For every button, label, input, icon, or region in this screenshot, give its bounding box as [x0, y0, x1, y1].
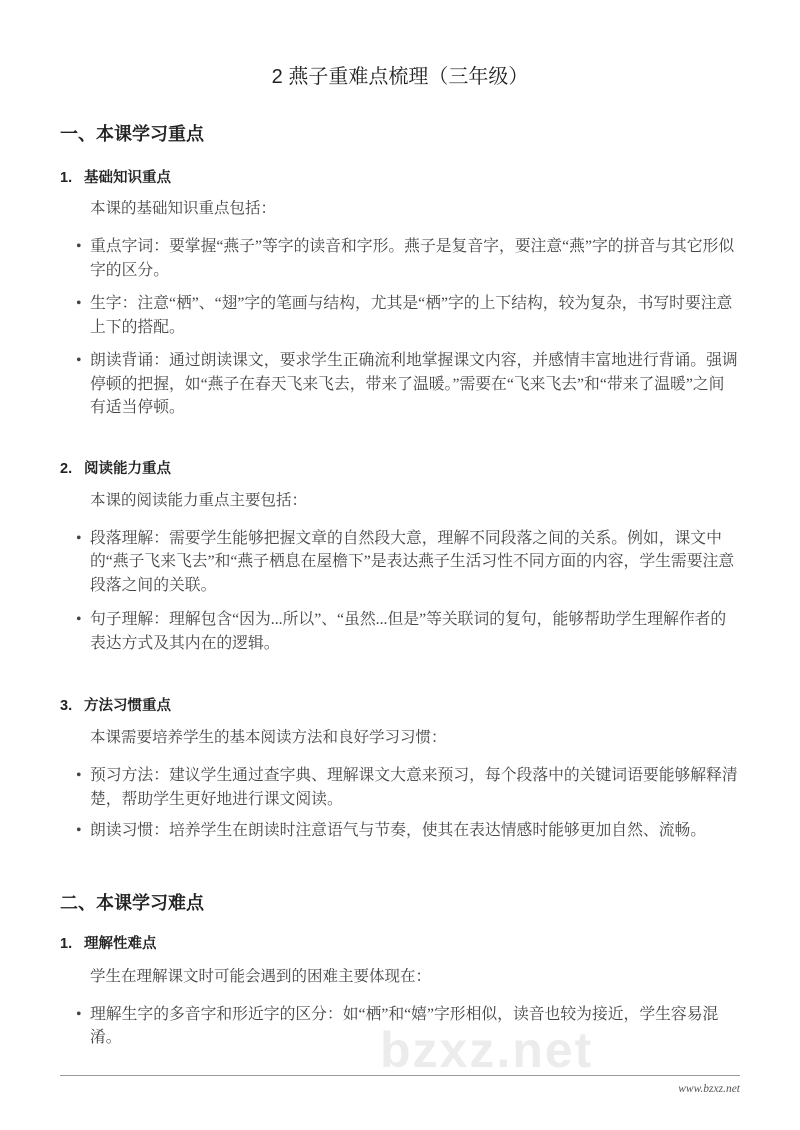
- subsection-heading-basic-knowledge: [60, 168, 800, 188]
- list-item: [76, 527, 738, 598]
- subsection-number: 1.: [60, 170, 73, 186]
- bullet-icon: •: [76, 767, 82, 784]
- document-title: 2 燕子重难点梳理（三年级）: [271, 66, 529, 88]
- footer-url: www.bzxz.net: [678, 1083, 740, 1095]
- bullet-icon: •: [76, 822, 82, 839]
- intro-text: 学生在理解课文时可能会遇到的困难主要体现在：: [90, 967, 432, 985]
- watermark: bzxz.net: [380, 1022, 594, 1078]
- list-item-text: 句子理解：理解包含“因为...所以”、“虽然...但是”等关联词的复句，能够帮助学生理解作者的表达方式及其内在的逻辑。: [90, 611, 727, 652]
- subsection-number: 2.: [60, 460, 73, 477]
- list-item-text: 预习方法：建议学生通过查字典、理解课文大意来预习，每个段落中的关键词语要能够解释清楚，帮助学生更好地进行课文阅读。: [90, 767, 738, 808]
- intro-text: 本课的基础知识重点包括：: [90, 200, 277, 217]
- list-item-text: 生字：注意“栖”、“翅”字的笔画与结构，尤其是“栖”字的上下结构，较为复杂，书写时要注意上下的搭配。: [90, 295, 733, 336]
- subsection-heading-reading-ability: [60, 459, 800, 479]
- list-item: [76, 235, 738, 282]
- subsection-title: 基础知识重点: [84, 170, 171, 186]
- intro-text: 本课的阅读能力重点主要包括：: [90, 491, 308, 509]
- bullet-icon: •: [76, 352, 82, 369]
- subsection-heading-comprehension: [60, 934, 800, 954]
- list-item-text: 重点字词：要掌握“燕子”等字的读音和字形。燕子是复音字，要注意“燕”字的拼音与其它形似字的区分。: [90, 238, 735, 279]
- list-item: [76, 819, 738, 843]
- list-item: [76, 349, 738, 420]
- bullet-icon: •: [76, 295, 82, 312]
- bullet-icon: •: [76, 611, 82, 628]
- section-heading-difficulties: 二、本课学习难点: [60, 892, 204, 913]
- list-item: [76, 292, 738, 339]
- bullet-icon: •: [76, 529, 82, 547]
- subsection-number: 3.: [60, 698, 73, 714]
- list-item-text: 朗读习惯：培养学生在朗读时注意语气与节奏，使其在表达情感时能够更加自然、流畅。: [90, 822, 707, 839]
- list-item: [76, 764, 738, 811]
- subsection-number: 1.: [60, 935, 73, 952]
- section-heading-key-points: 一、本课学习重点: [60, 124, 204, 144]
- bullet-icon: •: [76, 238, 82, 255]
- bullet-icon: •: [76, 1005, 82, 1023]
- intro-text: 本课需要培养学生的基本阅读方法和良好学习习惯：: [90, 729, 447, 746]
- list-item-text: 朗读背诵：通过朗读课文，要求学生正确流利地掌握课文内容，并感情丰富地进行背诵。强调停顿的把握，如“燕子在春天飞来飞去，带来了温暖。”需要在“飞来飞去”和“带来了温暖”之间有适当停顿。: [90, 352, 738, 416]
- subsection-title: 阅读能力重点: [84, 460, 171, 477]
- subsection-title: 理解性难点: [84, 935, 157, 952]
- list-item-text: 段落理解：需要学生能够把握文章的自然段大意，理解不同段落之间的关系。例如，课文中的“燕子飞来飞去”和“燕子栖息在屋檐下”是表达燕子生活习性不同方面的内容，学生需要注意段落之间的关联。: [90, 529, 735, 594]
- subsection-title: 方法习惯重点: [84, 698, 171, 714]
- subsection-heading-method-habits: [60, 696, 800, 716]
- list-item: [76, 1003, 738, 1050]
- list-item-text: 理解生字的多音字和形近字的区分：如“栖”和“嬉”字形相似，读音也较为接近，学生容易混淆。: [90, 1005, 719, 1046]
- list-item: [76, 608, 738, 655]
- footer-divider: [60, 1075, 740, 1076]
